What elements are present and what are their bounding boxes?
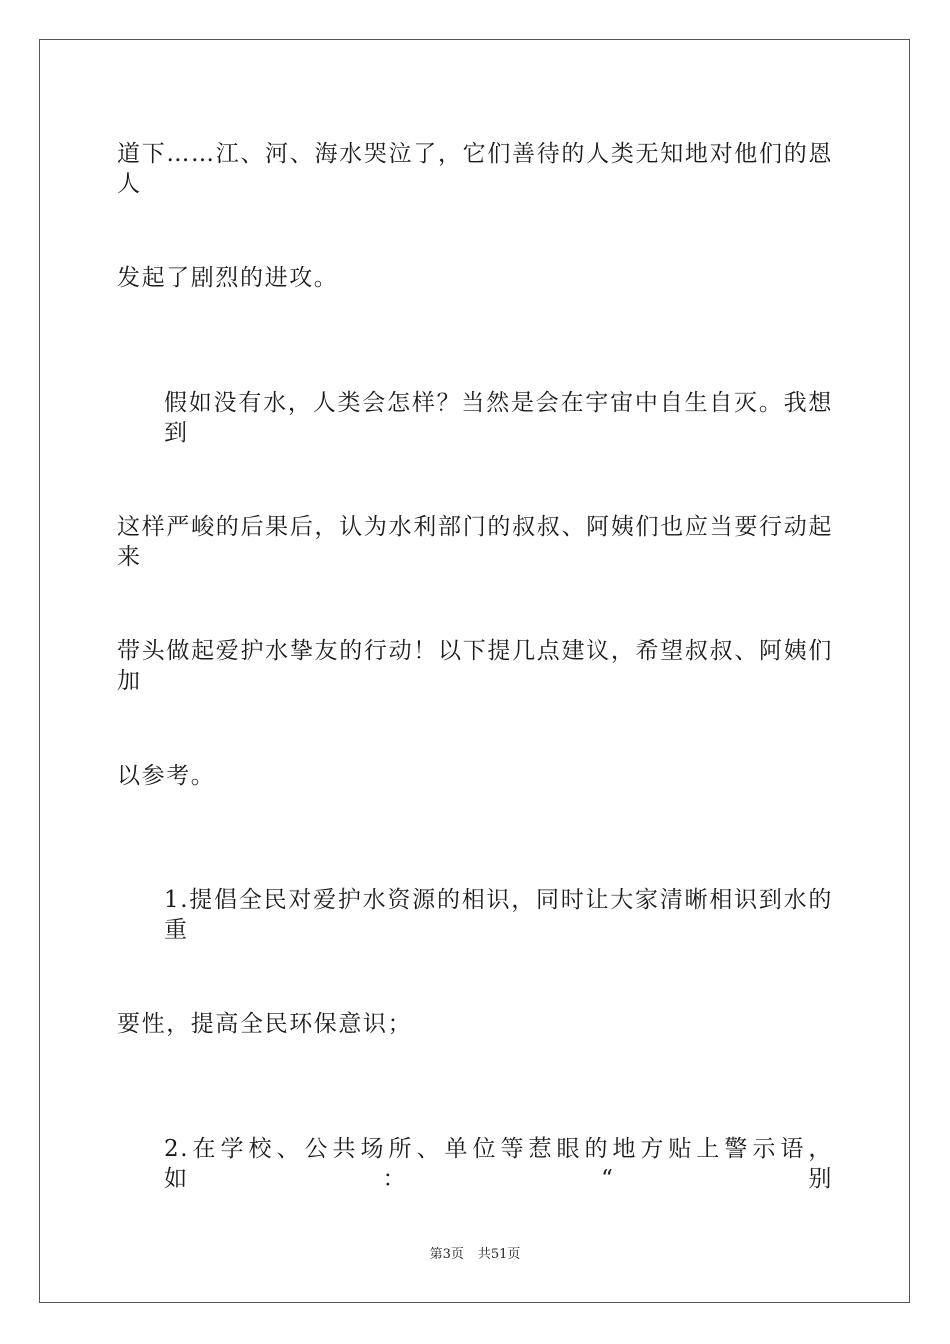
body-line-7: 1.提倡全民对爱护水资源的相识，同时让大家清晰相识到水的重 [164,887,833,943]
page-footer [0,1246,950,1264]
body-line-1: 道下……江、河、海水哭泣了，它们善待的人类无知地对他们的恩人 [117,141,833,197]
body-line-2: 发起了剧烈的进攻。 [117,265,339,291]
body-line-4: 这样严峻的后果后，认为水利部门的叔叔、阿姨们也应当要行动起来 [117,514,833,570]
page-total: 共51页 [477,1247,521,1262]
body-line-6: 以参考。 [117,763,216,789]
body-line-3: 假如没有水，人类会怎样？当然是会在宇宙中自生自灭。我想到 [164,390,833,446]
body-line-9: 2.在学校、公共场所、单位等惹眼的地方贴上警示语，如：“别 [164,1136,833,1192]
page-number: 第3页 [429,1247,464,1262]
body-line-5: 带头做起爱护水挚友的行动！以下提几点建议，希望叔叔、阿姨们加 [117,638,833,694]
body-line-8: 要性，提高全民环保意识； [117,1011,413,1037]
